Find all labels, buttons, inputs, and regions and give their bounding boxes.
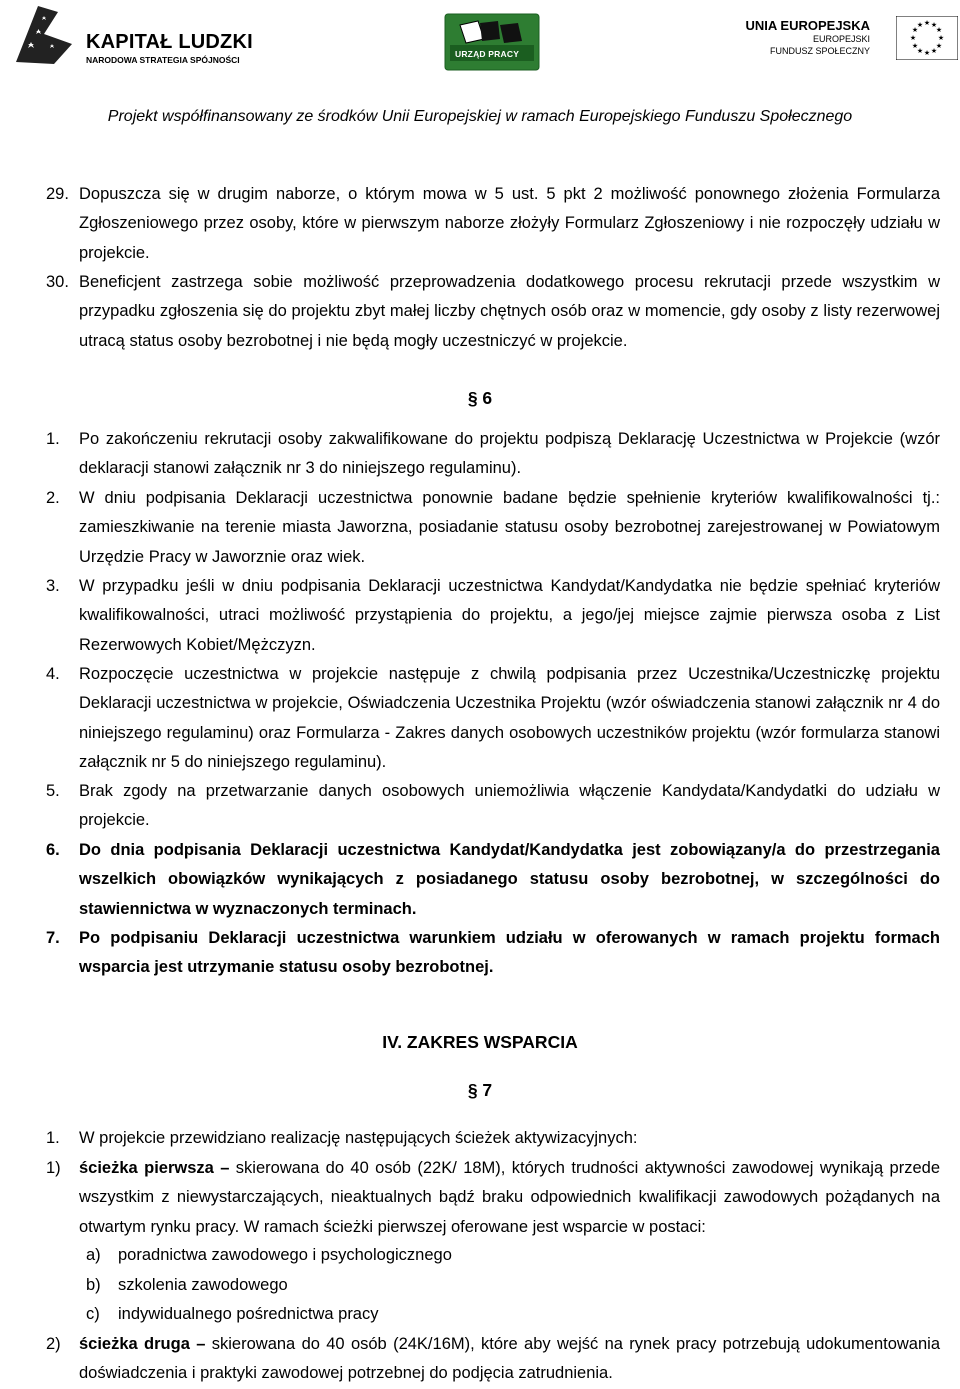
svg-text:★: ★ xyxy=(909,34,917,42)
svg-text:★: ★ xyxy=(935,26,943,34)
s7-subitem-b: b) szkolenia zawodowego xyxy=(86,1276,288,1294)
urzad-pracy-logo xyxy=(444,13,540,71)
eu-fund-line2: FUNDUSZ SPOŁECZNY xyxy=(769,46,870,56)
path-1-text: skierowana do 40 osób (22K/ 18M), których trudności aktywności zawodowej wynikają przede wszystkim z niewystarczających, nieaktualnych bądź braku odpowiednich kwalifikacji zawodowych pożądanych na otwartym rynku pracy. W ramach ścieżki pierwszej oferowane jest wsparcie w postaci: xyxy=(79,1159,940,1236)
path-2-label: ścieżka druga – xyxy=(79,1335,206,1353)
kapital-ludzki-title: KAPITAŁ LUDZKI xyxy=(86,31,253,53)
svg-text:★: ★ xyxy=(911,42,919,50)
eu-fund-line1: EUROPEJSKI xyxy=(812,34,870,44)
eu-flag-icon xyxy=(896,16,958,60)
s6-item-6: 6. Do dnia podpisania Deklaracji uczestnictwa Kandydat/Kandydatka jest zobowiązany/a do przestrzegania wszelkich obowiązków wynikających z posiadanego statusu osoby bezrobotnej, w szczególności do stawiennictwa w wyznaczonych terminach. xyxy=(46,841,940,918)
svg-text:★: ★ xyxy=(923,49,931,57)
svg-text:★: ★ xyxy=(923,19,931,27)
page-header xyxy=(0,0,960,140)
chapter-iv-heading: IV. ZAKRES WSPARCIA xyxy=(382,1032,578,1052)
kapital-ludzki-emblem-icon xyxy=(14,4,76,66)
svg-text:★: ★ xyxy=(930,47,938,55)
s7-path-2: 2) ścieżka druga – skierowana do 40 osób (24K/16M), które aby wejść na rynek pracy potrzebują udokumentowania doświadczenia i praktyki zawodowej potrzebnej do podjęcia zatrudnienia. xyxy=(46,1335,940,1383)
s6-item-1: 1. Po zakończeniu rekrutacji osoby zakwalifikowane do projektu podpiszą Deklarację Uczestnictwa w Projekcie (wzór deklaracji stanowi załącznik nr 3 do niniejszego regulaminu). xyxy=(46,430,940,478)
s7-path-1: 1) ścieżka pierwsza – skierowana do 40 osób (22K/ 18M), których trudności aktywności zawodowej wynikają przede wszystkim z niewystarczających, nieaktualnych bądź braku odpowiednich kwalifikacji zawodowych pożądanych na otwartym rynku pracy. W ramach ścieżki pierwszej oferowane jest wsparcie w postaci: xyxy=(46,1159,940,1236)
s6-item-3: 3. W przypadku jeśli w dniu podpisania Deklaracji uczestnictwa Kandydat/Kandydatka nie będzie spełniać kryteriów kwalifikowalności, utraci możliwość przystąpienia do projektu, a jego/jej miejsce zajmie pierwsza osoba z List Rezerwowych Kobiet/Mężczyzn. xyxy=(46,577,940,654)
s7-intro: 1. W projekcie przewidziano realizację następujących ścieżek aktywizacyjnych: xyxy=(46,1129,638,1147)
path-2-text: skierowana do 40 osób (24K/16M), które aby wejść na rynek pracy potrzebują udokumentowania doświadczenia i praktyki zawodowej potrzebnej do podjęcia zatrudnienia. xyxy=(79,1335,940,1383)
s6-item-5: 5. Brak zgody na przetwarzanie danych osobowych uniemożliwia włączenie Kandydata/Kandydatki do udziału w projekcie. xyxy=(46,782,940,830)
svg-text:★: ★ xyxy=(911,26,919,34)
svg-text:★: ★ xyxy=(916,21,924,29)
svg-text:★: ★ xyxy=(937,34,945,42)
path-1-label: ścieżka pierwsza – xyxy=(79,1159,230,1177)
s6-item-7: 7. Po podpisaniu Deklaracji uczestnictwa warunkiem udziału w oferowanych w ramach projektu formach wsparcia jest utrzymanie statusu osoby bezrobotnej. xyxy=(46,929,940,977)
s6-item-2: 2. W dniu podpisania Deklaracji uczestnictwa ponownie badane będzie spełnienie kryteriów kwalifikowalności tj.: zamieszkiwanie na terenie miasta Jaworzna, posiadanie statusu osoby bezrobotnej zarejestrowanej w Powiatowym Urzędzie Pracy w Jaworznie oraz wiek. xyxy=(46,489,940,566)
eu-title: UNIA EUROPEJSKA xyxy=(745,18,870,33)
point-29: 29. Dopuszcza się w drugim naborze, o którym mowa w 5 ust. 5 pkt 2 możliwość ponownego złożenia Formularza Zgłoszeniowego przez osoby, które w pierwszym naborze złożyły Formularz Zgłoszeniowy i nie rozpoczęły udziału w projekcie. xyxy=(46,185,940,262)
point-30: 30. Beneficjent zastrzega sobie możliwość przeprowadzenia dodatkowego procesu rekrutacji przede wszystkim w przypadku zgłoszenia się do projektu zbyt małej liczby chętnych osób oraz w momencie, gdy osoby z listy rezerwowej utracą status osoby bezrobotnej i nie będą mogły uczestniczyć w projekcie. xyxy=(46,273,940,350)
urzad-pracy-emblem-icon xyxy=(444,13,540,71)
kapital-ludzki-logo xyxy=(14,4,274,66)
kapital-ludzki-subtitle: NARODOWA STRATEGIA SPÓJNOŚCI xyxy=(86,55,240,65)
svg-text:★: ★ xyxy=(935,42,943,50)
svg-text:★: ★ xyxy=(930,21,938,29)
s7-subitem-a: a) poradnictwa zawodowego i psychologicznego xyxy=(86,1246,452,1264)
s7-subitem-c: c) indywidualnego pośrednictwa pracy xyxy=(86,1305,379,1323)
urzad-pracy-label: URZĄD PRACY xyxy=(455,49,520,59)
s6-item-4: 4. Rozpoczęcie uczestnictwa w projekcie następuje z chwilą podpisania przez Uczestnika/Uczestniczkę projektu Deklaracji uczestnictwa w projekcie, Oświadczenia Uczestnika Projektu (wzór oświadczenia stanowi załącznik nr 4 do niniejszego regulaminu) oraz Formularza - Zakres danych osobowych uczestników projektu (wzór formularza stanowi załącznik nr 5 do niniejszego regulaminu). xyxy=(46,665,940,771)
section-6-heading: § 6 xyxy=(467,388,493,408)
eu-logo xyxy=(745,16,960,66)
cofinancing-statement: Projekt współfinansowany ze środków Unii Europejskiej w ramach Europejskiego Funduszu Społecznego xyxy=(107,108,853,125)
svg-text:★: ★ xyxy=(916,47,924,55)
section-7-heading: § 7 xyxy=(467,1080,493,1100)
